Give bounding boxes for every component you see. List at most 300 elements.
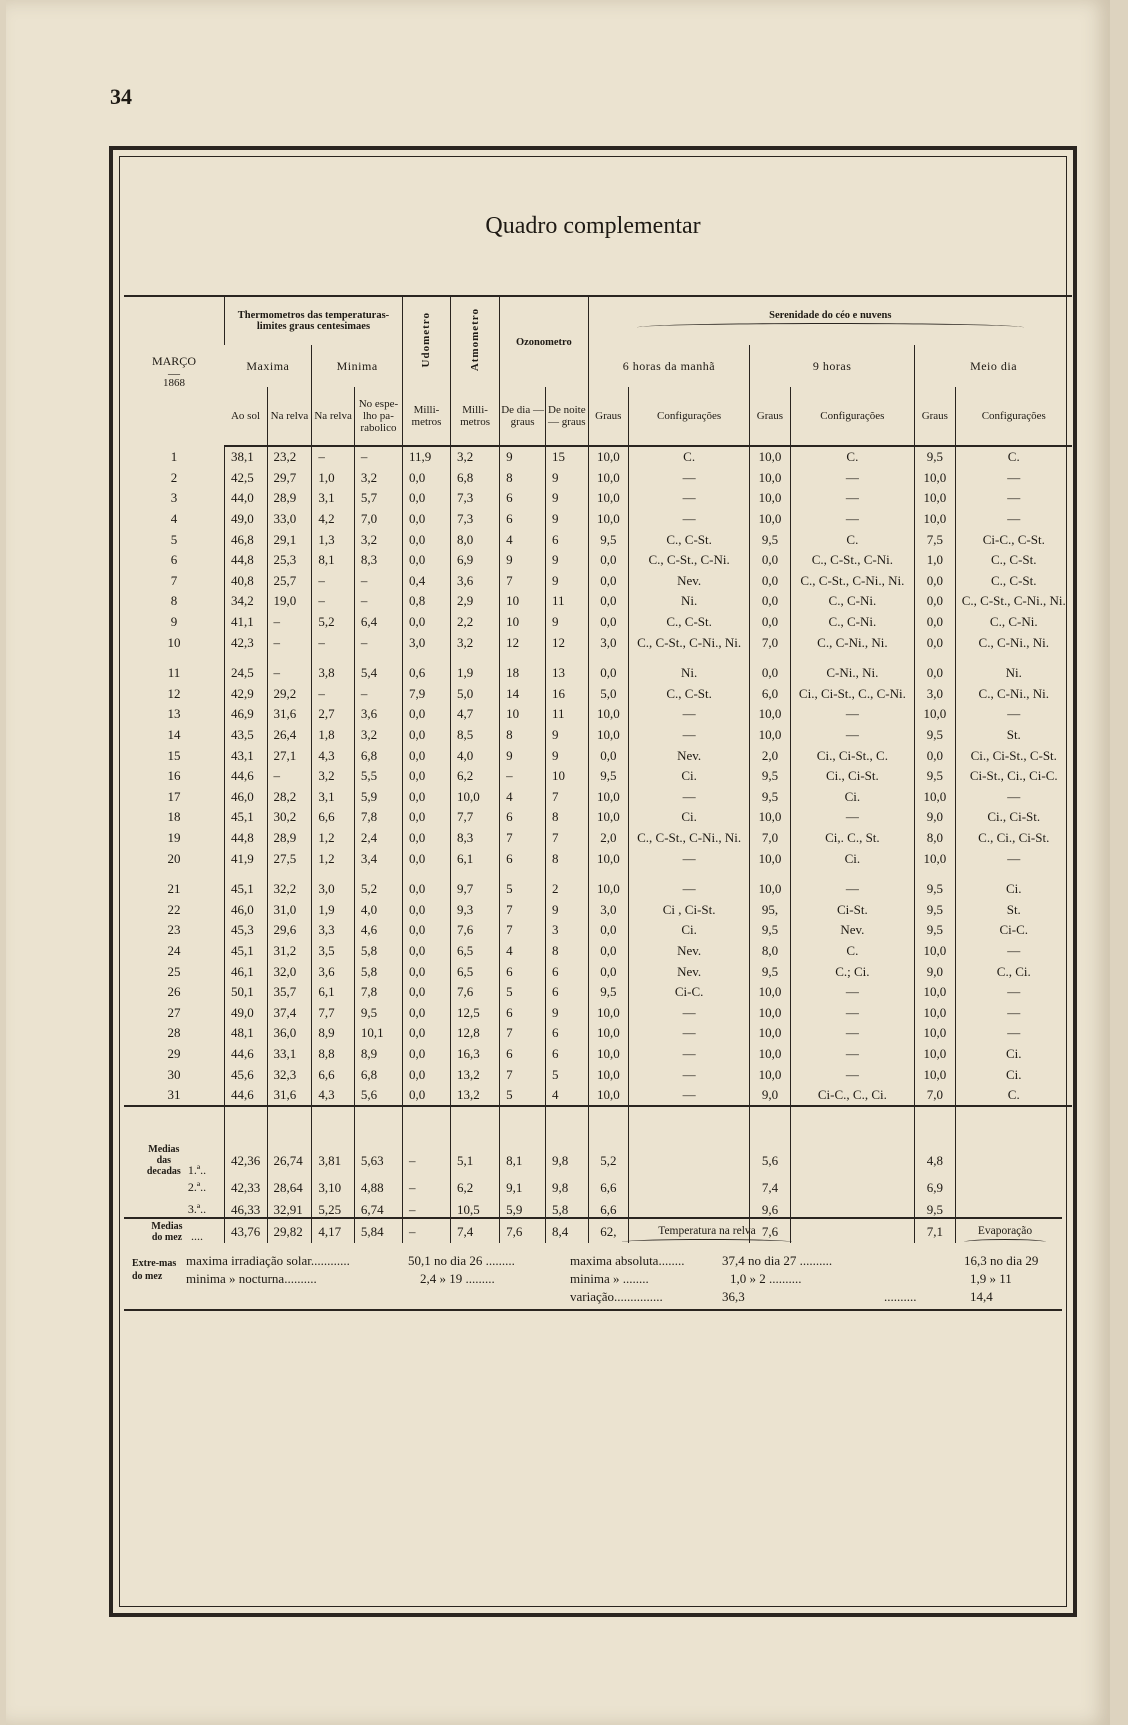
day-cell: 2 [170,469,178,485]
data-cell: 10,0 [915,1044,955,1065]
summary-cell: 5,8 [546,1199,589,1221]
data-cell: Ci,. C., St. [790,828,914,849]
data-cell: Ci. [955,1044,1072,1065]
data-cell: 46,0 [224,787,267,808]
data-cell: 28,9 [267,488,312,509]
data-cell: 4,6 [354,920,402,941]
day-cell: 5 [170,531,178,547]
data-cell: 7,8 [354,982,402,1003]
data-cell: 6 [500,961,546,982]
day-cell: 15 [167,747,181,763]
data-cell: 3,6 [354,704,402,725]
table-row [124,612,1072,633]
data-cell: 9 [546,725,589,746]
data-cell: 6,8 [354,1064,402,1085]
data-cell: 9,5 [354,1002,402,1023]
data-cell: 46,1 [224,961,267,982]
summary-cell: 6,6 [588,1177,628,1199]
data-cell: C. [790,529,914,550]
data-cell: 41,9 [224,848,267,869]
data-cell: 45,1 [224,879,267,900]
data-cell: 9 [500,550,546,571]
data-cell: 6,1 [451,848,500,869]
atmometro-header: Atmometro [451,296,500,387]
ext-line3-dots: .......... [884,1289,917,1304]
table-row [124,848,1072,869]
day-cell: 31 [167,1087,181,1103]
summary-cell: 42,33 [224,1177,267,1199]
data-cell: 3,3 [312,920,355,941]
data-cell: 12,8 [451,1023,500,1044]
table-row [124,684,1072,705]
data-cell: – [354,632,402,653]
data-cell: 6 [500,1044,546,1065]
data-cell: 3,0 [402,632,450,653]
graus-9h-header: Graus [750,387,790,446]
data-cell: 6,5 [451,961,500,982]
data-cell: 7,5 [915,529,955,550]
data-cell: 9 [546,509,589,530]
data-cell: 1,2 [312,848,355,869]
data-cell: 8,1 [312,550,355,571]
data-cell: 0,0 [750,571,790,592]
data-cell: 28,9 [267,828,312,849]
data-cell: — [955,941,1072,962]
data-cell: 10,1 [354,1023,402,1044]
data-cell: 7 [500,571,546,592]
data-cell: 8 [546,941,589,962]
ext-line1-val: 50,1 no dia 26 ......... [408,1253,515,1268]
data-cell: 10,0 [750,1044,790,1065]
data-cell: Ci., Ci-St., C. [790,745,914,766]
data-cell: Ci. [955,1064,1072,1085]
data-cell: C., C-St. [955,571,1072,592]
summary-cell: 8,1 [500,1144,546,1177]
data-cell: 10,0 [915,488,955,509]
month-label: MARÇO [151,354,196,368]
data-cell: 0,0 [750,591,790,612]
data-cell: 3,8 [312,663,355,684]
page-number: 34 [110,84,132,109]
data-cell: Ni. [629,591,750,612]
summary-label: 3.ª.. [187,1202,207,1217]
config-6h-header: Configurações [629,387,750,446]
summary-cell: – [402,1144,450,1177]
data-cell: 44,6 [224,1044,267,1065]
data-cell: 0,0 [402,509,450,530]
data-cell: 29,6 [267,920,312,941]
data-cell: 10,0 [750,1002,790,1023]
summary-cell: 5,25 [312,1199,355,1221]
data-cell: 37,4 [267,1002,312,1023]
data-cell: 15 [546,446,589,468]
data-cell: 0,0 [402,1064,450,1085]
data-cell: 3,5 [312,941,355,962]
data-cell: 3,1 [312,488,355,509]
data-cell: 10,0 [750,725,790,746]
ext-line1-mval: 37,4 no dia 27 .......... [722,1253,833,1268]
data-cell: — [790,879,914,900]
table-row [124,745,1072,766]
data-cell: 0,0 [402,725,450,746]
data-cell: 4,0 [451,745,500,766]
data-cell: 27,5 [267,848,312,869]
summary-cell: 9,1 [500,1177,546,1199]
data-cell: 5 [546,1064,589,1085]
data-cell: 7,6 [451,982,500,1003]
table-row [124,468,1072,489]
data-cell: 9,0 [915,961,955,982]
data-cell: 44,6 [224,1085,267,1107]
data-cell: 0,0 [915,612,955,633]
data-cell: 3,2 [312,766,355,787]
data-cell: 18 [500,663,546,684]
data-cell: 38,1 [224,446,267,468]
data-cell: 29,2 [267,684,312,705]
data-cell: — [790,1044,914,1065]
data-cell: 35,7 [267,982,312,1003]
data-cell: Ci. [629,766,750,787]
data-cell: 10,0 [588,787,628,808]
table-row [124,1085,1072,1107]
day-cell: 17 [167,788,181,804]
data-cell: 11,9 [402,446,450,468]
data-cell: C., Ci., Ci-St. [955,828,1072,849]
data-cell: 6 [546,529,589,550]
data-cell: 10,0 [588,1085,628,1107]
data-cell: 43,5 [224,725,267,746]
data-cell: 9 [546,488,589,509]
data-cell: 10 [500,591,546,612]
data-cell: 12 [546,632,589,653]
table-row [124,807,1072,828]
data-cell: 10,0 [588,704,628,725]
data-cell: C. [955,1085,1072,1107]
table-row [124,1002,1072,1023]
summary-cell: 5,1 [451,1144,500,1177]
data-cell: 10,0 [588,446,628,468]
ext-line3-mid: variação............... [570,1289,663,1304]
summary-cell: 9,8 [546,1177,589,1199]
ext-line3-evap: 14,4 [970,1289,993,1304]
data-cell: – [267,612,312,633]
data-cell: 9 [546,468,589,489]
summary-label: 2.ª.. [187,1180,207,1195]
data-cell: 8 [500,468,546,489]
data-cell: Nev. [790,920,914,941]
day-cell: 3 [170,490,178,506]
data-cell: 10,0 [750,446,790,468]
data-cell: — [790,468,914,489]
day-cell: 1 [170,448,178,464]
serenidade-header: Serenidade do céo e nuvens [588,296,1072,345]
data-cell: 10,0 [588,488,628,509]
data-cell: — [790,704,914,725]
summary-cell: 5,84 [354,1221,402,1243]
summary-cell: 28,64 [267,1177,312,1199]
day-cell: 29 [167,1045,181,1061]
data-cell: 9,5 [915,766,955,787]
data-cell: 7,0 [354,509,402,530]
data-cell: 11 [546,591,589,612]
day-cell: 12 [167,685,181,701]
data-cell: 49,0 [224,509,267,530]
data-cell: 8,0 [451,529,500,550]
data-cell: — [629,1085,750,1107]
data-cell: 3,0 [588,899,628,920]
config-md-header: Configurações [955,387,1072,446]
data-cell: 45,3 [224,920,267,941]
data-cell: 10,0 [915,1002,955,1023]
data-cell: Ci., Ci-St. [790,766,914,787]
summary-cell: – [402,1177,450,1199]
data-cell: C., C-St. [629,684,750,705]
data-cell: 44,6 [224,766,267,787]
data-cell: Ci. [629,807,750,828]
header-row-2 [124,345,1072,387]
data-cell: 3,6 [312,961,355,982]
summary-cell: 5,9 [500,1199,546,1221]
summary-cell: 7,4 [750,1177,790,1199]
data-cell: 9 [500,446,546,468]
data-cell: 10,0 [750,848,790,869]
data-cell: 8,3 [354,550,402,571]
data-cell: 0,0 [402,612,450,633]
data-cell: 31,6 [267,1085,312,1107]
data-cell: 8,3 [451,828,500,849]
summary-cell: 7,1 [915,1221,955,1243]
data-cell: 16 [546,684,589,705]
ext-line2-val: 2,4 » 19 ......... [420,1271,495,1286]
data-cell: 9 [546,612,589,633]
data-cell: – [354,684,402,705]
data-cell: 10,0 [588,807,628,828]
data-cell: 0,0 [402,1044,450,1065]
data-cell: C-Ni., Ni. [790,663,914,684]
table-row [124,828,1072,849]
data-cell: 29,7 [267,468,312,489]
data-cell: – [500,766,546,787]
h6-header: 6 horas da manhã [588,345,750,387]
data-cell: 0,0 [588,745,628,766]
data-cell: — [629,1002,750,1023]
table-row [124,704,1072,725]
data-cell: 46,8 [224,529,267,550]
data-cell: — [629,725,750,746]
data-cell: Nev. [629,571,750,592]
data-cell: 0,0 [588,961,628,982]
data-cell: Ci. [790,787,914,808]
data-cell: 7,0 [750,632,790,653]
data-cell: 5,2 [312,612,355,633]
data-cell: St. [955,725,1072,746]
data-cell: — [955,509,1072,530]
data-cell: — [790,725,914,746]
data-cell: 9,5 [750,961,790,982]
data-cell: 2,2 [451,612,500,633]
summary-cell: 62, [588,1221,628,1243]
table-row [124,632,1072,653]
data-cell: 6 [500,807,546,828]
data-cell: C. [790,446,914,468]
config-9h-header: Configurações [790,387,914,446]
data-cell: 0,0 [402,982,450,1003]
data-cell: Ci-C. [955,920,1072,941]
table-row [124,766,1072,787]
data-cell: 27,1 [267,745,312,766]
data-cell: Ni. [629,663,750,684]
data-cell: 42,3 [224,632,267,653]
data-cell: C., C-St. [955,550,1072,571]
data-cell: 13,2 [451,1064,500,1085]
data-cell: — [629,1023,750,1044]
data-cell: 32,2 [267,879,312,900]
data-cell: – [312,684,355,705]
data-cell: 3,6 [451,571,500,592]
summary-cell: 42,36 [224,1144,267,1177]
data-cell: C., C-St. [629,529,750,550]
data-table [124,295,1072,1243]
data-cell: 10,0 [915,787,955,808]
table-row [124,571,1072,592]
data-cell: 4,3 [312,745,355,766]
table-row [124,982,1072,1003]
data-cell: 0,0 [588,550,628,571]
day-cell: 23 [167,922,181,938]
relva-header: Temperatura na relva [622,1225,792,1245]
data-cell: — [955,1002,1072,1023]
summary-cell: 29,82 [267,1221,312,1243]
table-row [124,920,1072,941]
data-cell: 1,3 [312,529,355,550]
data-cell: 1,0 [915,550,955,571]
data-cell: — [955,468,1072,489]
data-cell: 6,1 [312,982,355,1003]
table-row [124,1044,1072,1065]
summary-cell: 5,2 [588,1144,628,1177]
data-cell: 0,0 [402,704,450,725]
data-cell: 45,1 [224,807,267,828]
data-cell: — [629,787,750,808]
spacer-row [124,1108,1072,1144]
data-cell: 9,5 [588,529,628,550]
data-cell: 9,5 [750,766,790,787]
data-cell: 13,2 [451,1085,500,1107]
data-cell: Ci. [629,920,750,941]
de-dia-header: De dia — graus [500,387,546,446]
summary-cell: 4,88 [354,1177,402,1199]
data-cell: 8,8 [312,1044,355,1065]
data-cell: 0,0 [915,663,955,684]
ext-line1-mid: maxima absoluta........ [570,1253,685,1268]
data-cell: – [312,446,355,468]
data-cell: 44,0 [224,488,267,509]
data-cell: 41,1 [224,612,267,633]
data-cell: Ci. [955,879,1072,900]
data-cell: — [629,879,750,900]
data-cell: – [354,571,402,592]
data-cell: 7 [500,1064,546,1085]
day-cell: 14 [167,727,181,743]
data-cell: C., C-Ni. [955,612,1072,633]
data-cell: 4,0 [354,899,402,920]
data-cell: C., C-Ni., Ni. [790,632,914,653]
data-cell: 4 [500,941,546,962]
data-cell: 3,0 [915,684,955,705]
data-cell: 5,0 [451,684,500,705]
summary-cell: 6,2 [451,1177,500,1199]
data-cell: C., C-St. [629,612,750,633]
data-cell: 4,3 [312,1085,355,1107]
day-cell: 20 [167,850,181,866]
data-cell: — [955,787,1072,808]
table-row [124,787,1072,808]
data-cell: 0,0 [750,612,790,633]
data-cell: C. [790,941,914,962]
data-cell: 0,0 [588,663,628,684]
table-row [124,591,1072,612]
day-cell: 22 [167,901,181,917]
data-cell: 3,2 [354,725,402,746]
summary-cell: 26,74 [267,1144,312,1177]
data-cell: 9,5 [915,725,955,746]
table-row [124,663,1072,684]
data-cell: 9,5 [915,446,955,468]
data-cell: 6,4 [354,612,402,633]
data-cell: 10,0 [750,488,790,509]
data-cell: 3,2 [451,632,500,653]
data-cell: 30,2 [267,807,312,828]
data-cell: 10,0 [750,468,790,489]
data-cell: 7,7 [451,807,500,828]
evap-header: Evaporação [964,1225,1046,1245]
data-cell: 0,0 [402,807,450,828]
data-cell: 31,0 [267,899,312,920]
day-cell: 19 [167,829,181,845]
data-cell: 6,0 [750,684,790,705]
data-cell: 50,1 [224,982,267,1003]
data-cell: — [629,488,750,509]
table-row [124,879,1072,900]
summary-cell: 3,81 [312,1144,355,1177]
data-cell: 5,0 [588,684,628,705]
data-cell: 10,0 [588,1064,628,1085]
ext-line2-left: minima » nocturna.......... [186,1271,317,1286]
data-cell: 9,5 [915,920,955,941]
data-cell: 44,8 [224,550,267,571]
data-cell: — [790,1023,914,1044]
summary-cell: 6,9 [915,1177,955,1199]
table-row [124,509,1072,530]
data-cell: — [629,509,750,530]
data-cell: 0,0 [915,632,955,653]
day-cell: 13 [167,706,181,722]
summary-cell [955,1177,1072,1199]
data-cell: 3,2 [354,468,402,489]
data-cell: 5,6 [354,1085,402,1107]
table-inner-frame [119,156,1067,1607]
data-cell: 10,0 [915,509,955,530]
data-cell: 0,0 [402,848,450,869]
summary-label: Medias das decadas 1.ª.. [146,1144,207,1178]
data-cell: 10,0 [915,848,955,869]
data-cell: – [312,632,355,653]
header-row-1 [124,296,1072,345]
data-cell: 28,2 [267,787,312,808]
day-cell: 8 [170,593,178,609]
data-cell: 10,0 [588,848,628,869]
data-cell: 34,2 [224,591,267,612]
